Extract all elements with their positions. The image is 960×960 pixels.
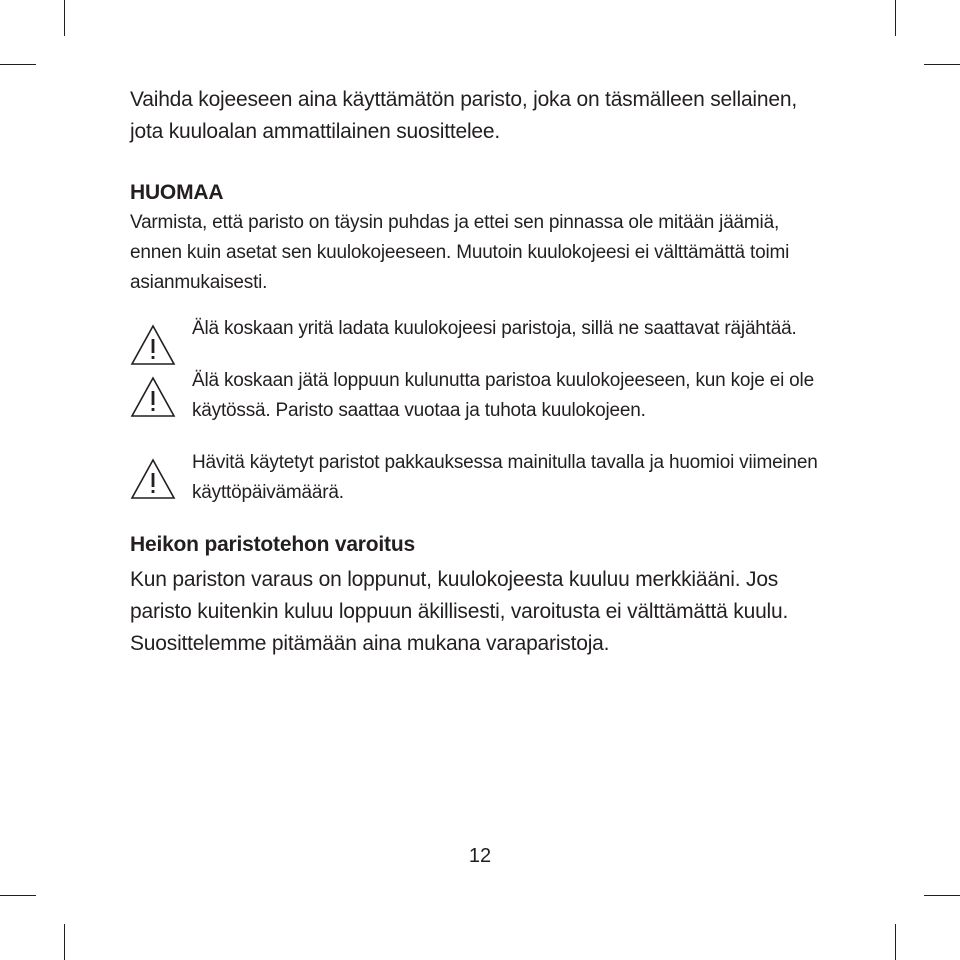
warning-triangle-icon (130, 324, 176, 366)
warning-text: Älä koskaan jätä loppuun kulunutta paristoa kuulokojeeseen, kun koje ei ole käytössä. Paristo saattaa vuotaa ja tuhota kuulokojeen. (192, 370, 814, 421)
crop-mark-bottom-left (64, 924, 65, 960)
note-heading: HUOMAA (130, 181, 224, 204)
warning-triangle-icon (130, 376, 176, 418)
crop-mark-top-right (895, 0, 896, 36)
low-battery-paragraph: Kun pariston varaus on loppunut, kuulokojeesta kuuluu merkkiääni. Jos paristo kuitenkin kuluu loppuun äkillisesti, varoitusta ei välttämättä kuulu. Suosittelemme pitämään aina mukana varaparistoja. (130, 568, 789, 655)
warning-triangle-icon (130, 458, 176, 500)
warning-text: Hävitä käytetyt paristot pakkauksessa mainitulla tavalla ja huomioi viimeinen käyttöpäivämäärä. (192, 452, 818, 503)
crop-mark-bottom-right (895, 924, 896, 960)
crop-mark-top-right-h (924, 64, 960, 65)
intro-paragraph: Vaihda kojeeseen aina käyttämätön paristo, joka on täsmälleen sellainen, jota kuuloalan ammattilainen suosittelee. (130, 88, 797, 143)
note-paragraph: Varmista, että paristo on täysin puhdas ja ettei sen pinnassa ole mitään jäämiä, ennen kuin asetat sen kuulokojeeseen. Muutoin kuulokojeesi ei välttämättä toimi asianmukaisesti. (130, 212, 790, 293)
page-number: 12 (468, 845, 492, 867)
low-battery-heading: Heikon paristotehon varoitus (130, 533, 415, 556)
crop-mark-top-left (64, 0, 65, 36)
warning-item (130, 366, 820, 426)
crop-mark-top-left-h (0, 64, 36, 65)
page-content (130, 84, 820, 660)
warning-text: Älä koskaan yritä ladata kuulokojeesi paristoja, sillä ne saattavat räjähtää. (192, 318, 797, 339)
crop-mark-bottom-left-h (0, 895, 36, 896)
warning-item (130, 448, 820, 508)
warning-item (130, 314, 820, 344)
crop-mark-bottom-right-h (924, 895, 960, 896)
